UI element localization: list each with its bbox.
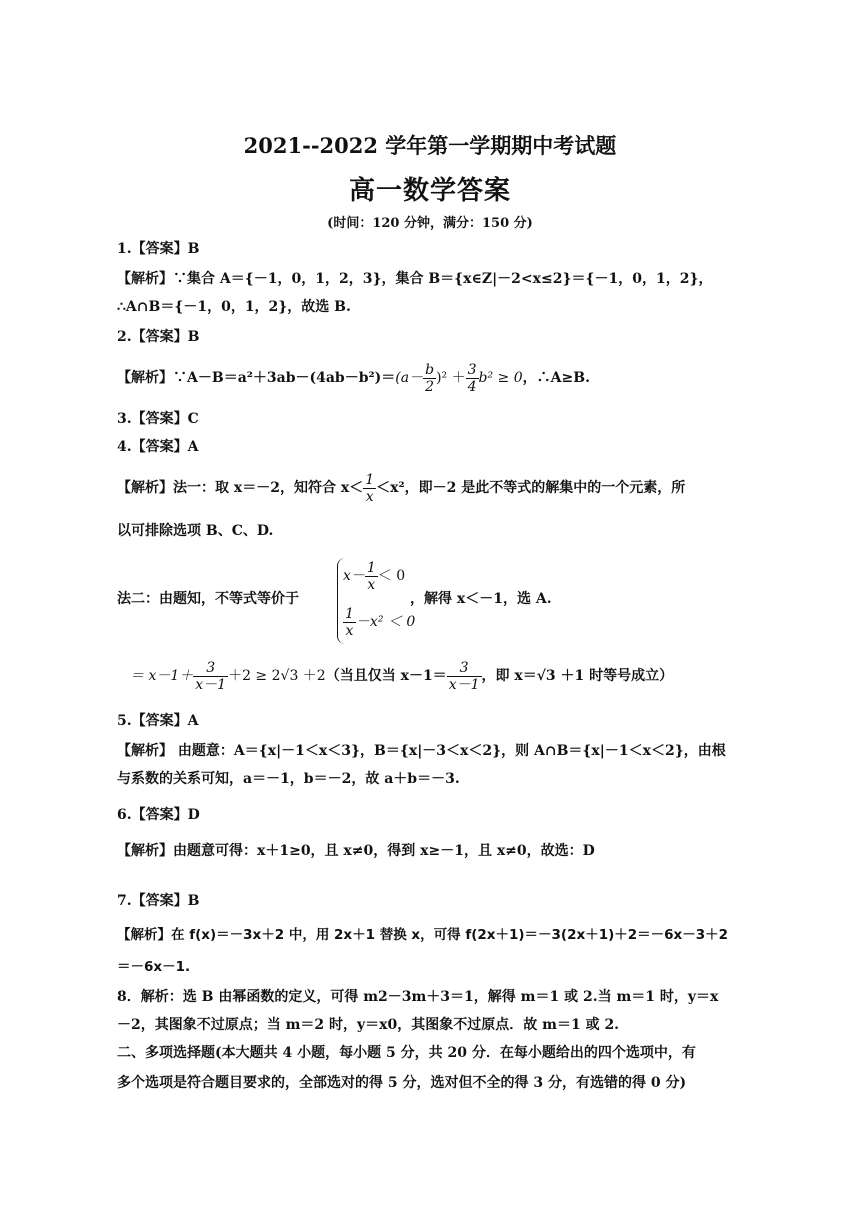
q8-analysis-line2: －2，其图象不过原点；当 m＝2 时，y＝x0，其图象不过原点．故 m＝1 或 2. [117, 1017, 620, 1033]
q2-frac2-num: 3 [467, 361, 477, 378]
q4-sys2-num: 1 [345, 605, 354, 622]
section2-heading-line2: 多个选项是符合题目要求的，全部选对的得 5 分，选对但不全的得 3 分，有选错的得 0 分) [117, 1075, 687, 1091]
q4-sys1-num: 1 [366, 559, 376, 576]
q4-sys2-fraction [343, 606, 356, 639]
q4-sys1-b: ＜ 0 [377, 568, 406, 584]
q4-system-row2 [343, 604, 415, 640]
q4-m1-lead: 【解析】法一：取 x＝－2，知符合 x＜ [117, 480, 364, 496]
q4-method2-tail: ，解得 x＜－1，选 A. [410, 591, 552, 607]
q4-extra-fraction1 [193, 660, 228, 693]
q4-sys2-den: x [345, 622, 354, 639]
q4-answer: 4.【答案】A [117, 439, 199, 455]
q4-extra-num: 3 [193, 660, 228, 677]
q4-m1-frac-den: x [365, 488, 374, 505]
section2-heading-line1: 二、多项选择题(本大题共 4 小题，每小题 5 分，共 20 分．在每小题给出的四个选项中，有 [117, 1045, 696, 1061]
exam-meta: (时间：120 分钟，满分：150 分) [327, 216, 533, 231]
q1-answer: 1.【答案】B [117, 241, 200, 257]
q4-extra-c: （当且仅当 x－1＝ [325, 668, 447, 684]
q7-analysis-line1: 【解析】在 f(x)＝－3x＋2 中，用 2x＋1 替换 x，可得 f(2x＋1)＝－3(2x＋1)＋2＝－6x－3＋2 [117, 927, 729, 943]
q2-fraction-3-over-4 [466, 362, 479, 395]
q2-frac1-den: 2 [425, 378, 435, 395]
q4-system-row1 [343, 558, 405, 594]
q2-expr-c: b² ≥ 0 [478, 370, 523, 386]
q5-analysis-line1: 【解析】 由题意：A＝{x|－1＜x＜3}，B＝{x|－3＜x＜2}，则 A∩B＝{x|－1＜x＜2}，由根 [117, 743, 726, 759]
q4-method2-lead: 法二：由题知，不等式等价于 [117, 591, 299, 607]
q4-extra-b: ＋2 ≥ 2√3 ＋2 [228, 668, 326, 684]
q2-lead: 【解析】∵A－B＝a²＋3ab－(4ab－b²)＝ [117, 370, 396, 386]
q7-answer: 7.【答案】B [117, 893, 200, 909]
q8-analysis-line1: 8．解析：选 B 由幂函数的定义，可得 m2－3m＋3＝1，解得 m＝1 或 2.当 m＝1 时，y＝x [117, 989, 719, 1005]
page-title: 高一数学答案 [348, 176, 511, 206]
q2-frac2-den: 4 [467, 378, 477, 395]
q2-answer: 2.【答案】B [117, 329, 200, 345]
q4-extra-a: ＝ x－1＋ [130, 668, 194, 684]
q4-extra-fraction2 [447, 660, 482, 693]
q6-answer: 6.【答案】D [117, 807, 200, 823]
q6-analysis: 【解析】由题意可得：x＋1≥0，且 x≠0，得到 x≥－1，且 x≠0，故选：D [117, 843, 595, 859]
q4-sys1-fraction [365, 560, 378, 593]
q4-m1-tail: ＜x²，即－2 是此不等式的解集中的一个元素，所 [376, 480, 686, 496]
q2-tail: ，∴A≥B. [522, 370, 590, 386]
q4-extra-den2: x－1 [448, 676, 480, 693]
q4-extra-num2: 3 [447, 660, 482, 677]
q4-extra-den: x－1 [195, 676, 227, 693]
q4-method1-line2: 以可排除选项 B、C、D. [117, 523, 274, 539]
q1-analysis-line2: ∴A∩B＝{－1，0，1，2}，故选 B. [117, 299, 351, 315]
q4-sys2-b: －x² ＜ 0 [355, 614, 416, 630]
q7-analysis-line2: ＝－6x－1. [117, 959, 191, 975]
q4-extra-d: ，即 x＝√3 ＋1 时等号成立） [481, 668, 674, 684]
q4-method1-line1 [117, 470, 685, 506]
q5-analysis-line2: 与系数的关系可知，a＝－1，b＝－2，故 a＋b＝－3. [117, 771, 460, 787]
q2-frac1-num: b [425, 361, 435, 378]
exam-title: 2021--2022 学年第一学期期中考试题 [243, 133, 617, 158]
q2-expr-b: )² ＋ [436, 370, 466, 386]
q2-expr-a: (a－ [395, 370, 424, 386]
q3-answer: 3.【答案】C [117, 411, 199, 427]
q4-m1-fraction [363, 472, 376, 505]
q5-answer: 5.【答案】A [117, 713, 199, 729]
q2-analysis [117, 360, 590, 396]
q1-analysis-line1: 【解析】∵集合 A＝{－1，0，1，2，3}，集合 B＝{x∈Z|－2<x≤2}＝{－1，0，1，2}， [117, 271, 713, 287]
q4-m1-frac-num: 1 [365, 471, 375, 488]
q4-extra-line [130, 658, 673, 694]
q2-fraction-b-over-2 [423, 362, 436, 395]
q4-sys1-a: x－ [343, 568, 365, 584]
q4-sys1-den: x [367, 576, 376, 593]
